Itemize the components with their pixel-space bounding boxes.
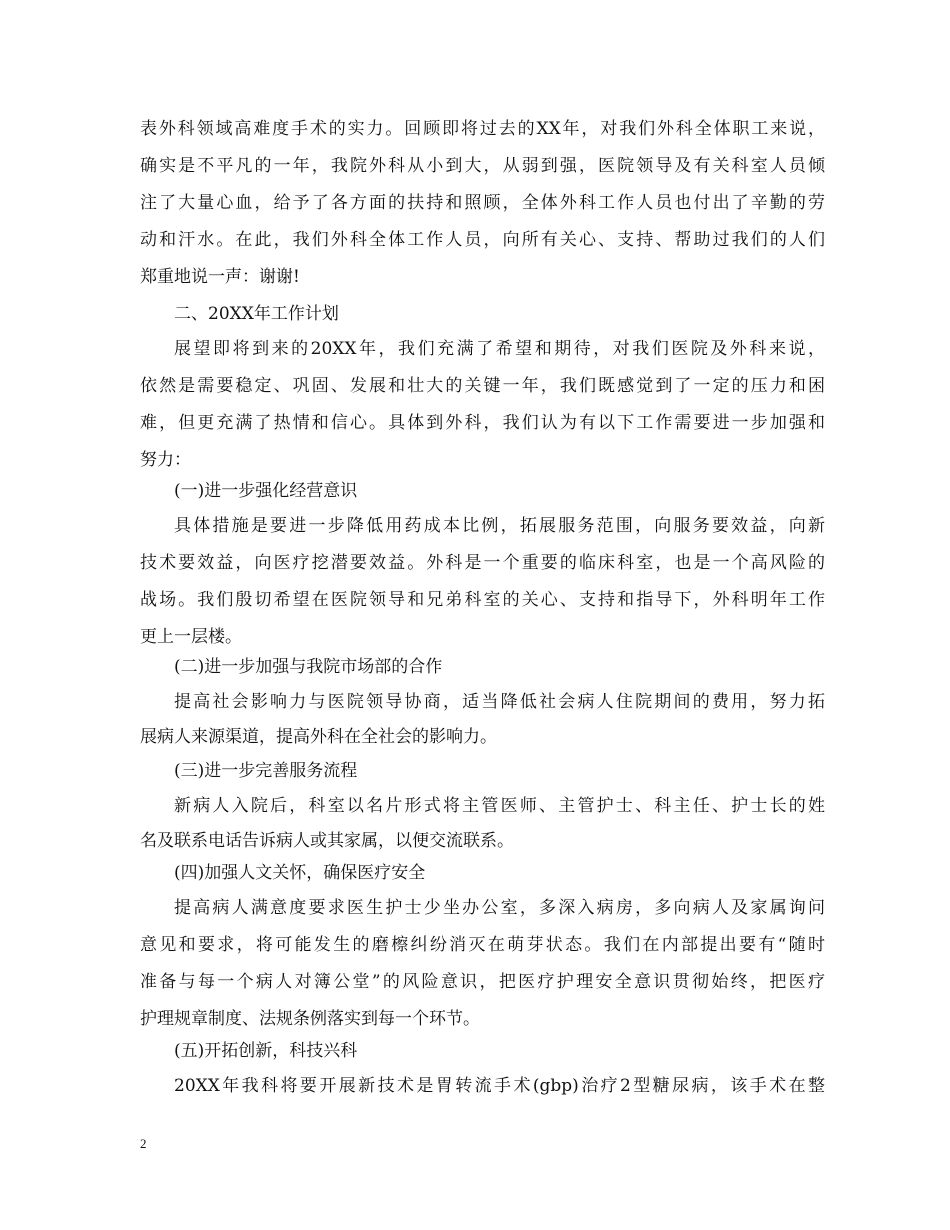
text-line: 确实是不平凡的一年，我院外科从小到大，从弱到强，医院领导及有关科室人员倾	[140, 156, 825, 176]
text-line: 展望即将到来的20XX年，我们充满了希望和期待，对我们医院及外科来说，	[174, 339, 825, 359]
text-line: 依然是需要稳定、巩固、发展和壮大的关键一年，我们既感觉到了一定的压力和困	[140, 376, 825, 396]
text-line: 更上一层楼。	[140, 627, 242, 647]
text-line: 动和汗水。在此，我们外科全体工作人员，向所有关心、支持、帮助过我们的人们	[140, 230, 825, 250]
text-line: 提高病人满意度要求医生护士少坐办公室，多深入病房，多向病人及家属询问	[174, 898, 825, 918]
section-heading: 二、20XX年工作计划	[174, 304, 339, 324]
text-line: 战场。我们殷切希望在医院领导和兄弟科室的关心、支持和指导下，外科明年工作	[140, 590, 825, 610]
subsection-heading: (三)进一步完善服务流程	[174, 761, 358, 781]
text-line: 准备与每一个病人对簿公堂”的风险意识，把医疗护理安全意识贯彻始终，把医疗	[140, 972, 825, 992]
text-line: 意见和要求，将可能发生的磨檫纠纷消灭在萌芽状态。我们在内部提出要有“随时	[140, 935, 825, 955]
page-number: 2	[140, 1136, 147, 1151]
text-line: 具体措施是要进一步降低用药成本比例，拓展服务范围，向服务要效益，向新	[174, 516, 825, 536]
subsection-heading: (四)加强人文关怀，确保医疗安全	[174, 863, 426, 883]
text-line: 技术要效益，向医疗挖潜要效益。外科是一个重要的临床科室，也是一个高风险的	[140, 553, 825, 573]
subsection-heading: (五)开拓创新，科技兴科	[174, 1041, 358, 1061]
subsection-heading: (一)进一步强化经营意识	[174, 481, 358, 501]
text-line: 郑重地说一声：谢谢!	[140, 267, 300, 287]
text-line: 20XX年我科将要开展新技术是胃转流手术(gbp)治疗2型糖尿病，该手术在整	[174, 1076, 825, 1096]
text-line: 提高社会影响力与医院领导协商，适当降低社会病人住院期间的费用，努力拓	[174, 692, 825, 712]
text-line: 难，但更充满了热情和信心。具体到外科，我们认为有以下工作需要进一步加强和	[140, 413, 825, 433]
text-line: 名及联系电话告诉病人或其家属，以便交流联系。	[140, 831, 514, 851]
text-line: 注了大量心血，给予了各方面的扶持和照顾，全体外科工作人员也付出了辛勤的劳	[140, 193, 825, 213]
text-line: 护理规章制度、法规条例落实到每一个环节。	[140, 1009, 480, 1029]
text-line: 努力：	[140, 450, 191, 470]
text-line: 表外科领域高难度手术的实力。回顾即将过去的XX年，对我们外科全体职工来说，	[140, 119, 825, 139]
text-line: 展病人来源渠道，提高外科在全社会的影响力。	[140, 727, 497, 747]
subsection-heading: (二)进一步加强与我院市场部的合作	[174, 657, 443, 677]
text-line: 新病人入院后，科室以名片形式将主管医师、主管护士、科主任、护士长的姓	[174, 796, 825, 816]
